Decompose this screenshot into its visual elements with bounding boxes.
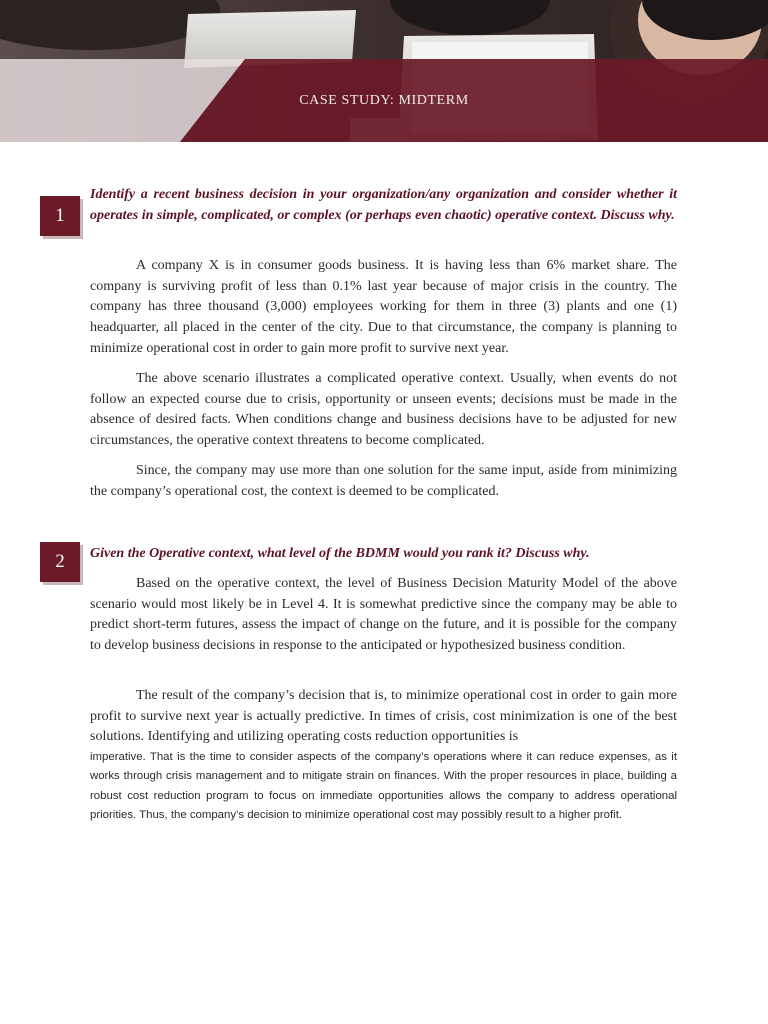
page-title: CASE STUDY: MIDTERM [299, 93, 469, 108]
answer-paragraph: A company X is in consumer goods business. It is having less than 6% market share. The company is surviving profit of less than 0.1% last year because of major crisis in the country. The company has three thousand (3,000) employees working for them in three (3) plants and one (1) headquarter, all placed in the center of the city. Due to that circumstance, the company is planning to minimize operational cost in order to gain more profit to survive next year. [90, 258, 677, 356]
question-prompt: Identify a recent business decision in your organization/any organization and consider whether it operates in simple, complicated, or complex (or perhaps even chaotic) operative context. Discuss why. [90, 187, 677, 223]
answer-paragraph: The above scenario illustrates a complicated operative context. Usually, when events do not follow an expected course due to crisis, opportunity or unseen events; decisions must be made in the absence of desired facts. When conditions change and business decisions have to be adjusted for new circumstances, the operative context threatens to become complicated. [90, 371, 677, 449]
question-prompt: Given the Operative context, what level of the BDMM would you rank it? Discuss why. [90, 546, 590, 561]
header-banner [0, 0, 768, 142]
question-number-badge: 1 [40, 196, 80, 236]
answer-paragraph-continued: imperative. That is the time to consider aspects of the company’s operations where it can reduce expenses, as it works through crisis management and to mitigate strain on finances. With the proper resources in place, building a robust cost reduction program to focus on immediate opportunities allows the company to address operational priorities. Thus, the company’s decision to minimize operational cost may possibly result to a higher profit. [90, 751, 677, 822]
answer-paragraph: Based on the operative context, the level of Business Decision Maturity Model of the above scenario would most likely be in Level 4. It is somewhat predictive since the company may be able to predict short-term futures, assess the impact of change on the future, and it is possible for the company to develop business decisions in response to the anticipated or hypothesized business condition. [90, 576, 677, 654]
answer-paragraph: The result of the company’s decision that is, to minimize operational cost in order to gain more profit to survive next year is actually predictive. In times of crisis, cost minimization is one of the best solutions. Identifying and utilizing operating costs reduction opportunities is [90, 688, 677, 745]
question-number-badge: 2 [40, 542, 80, 582]
answer-paragraph: Since, the company may use more than one solution for the same input, aside from minimizing the company’s operational cost, the context is deemed to be complicated. [90, 463, 677, 499]
